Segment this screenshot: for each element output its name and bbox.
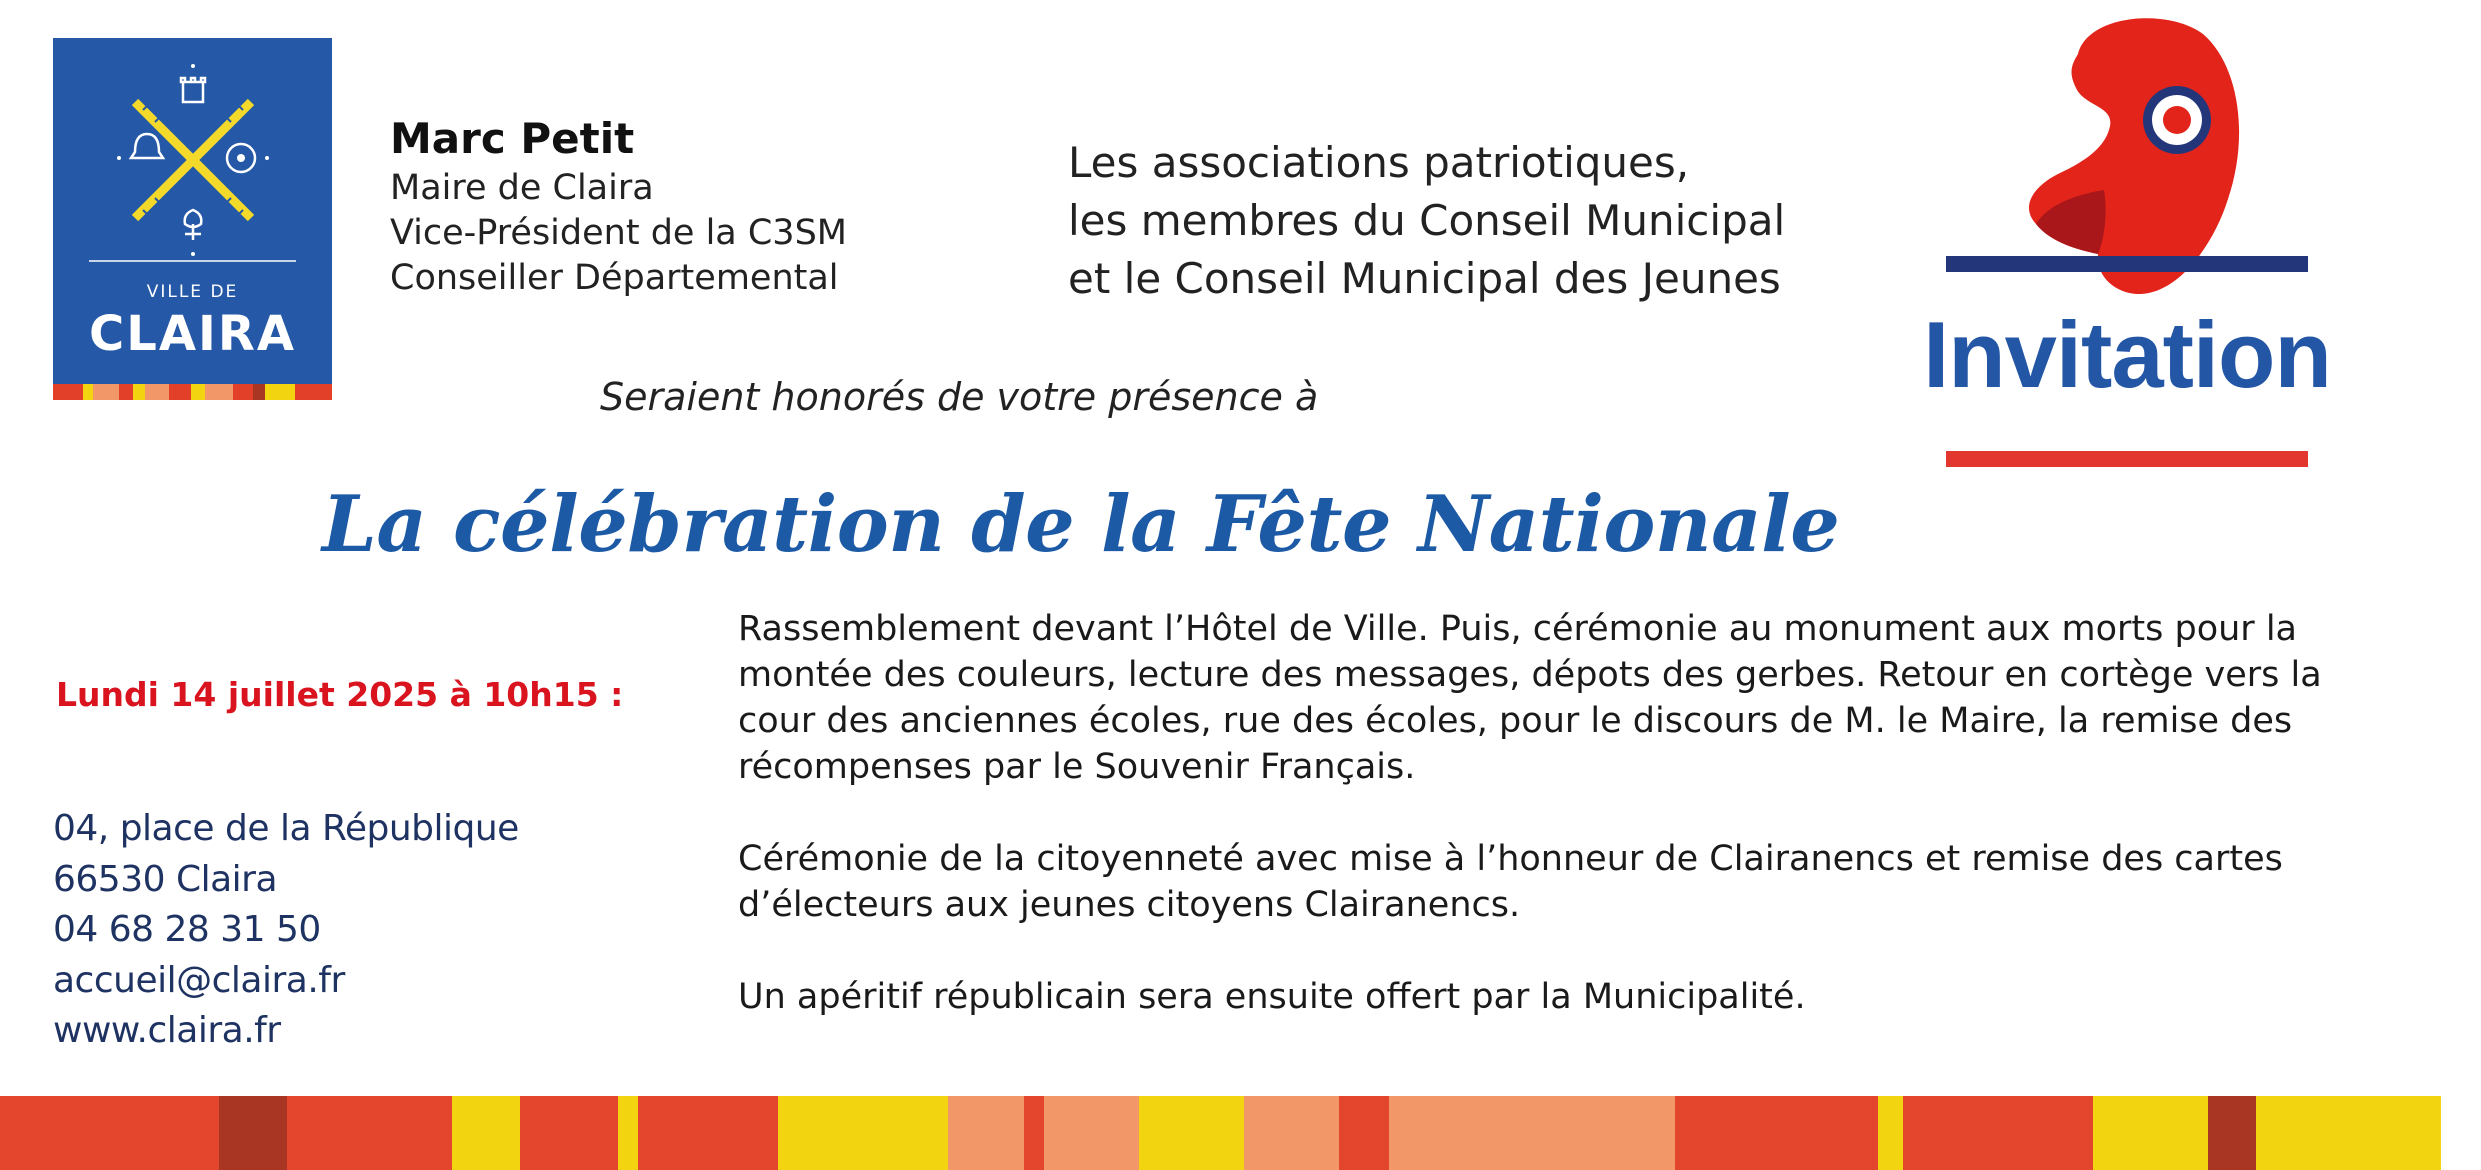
program-text — [738, 606, 2388, 1020]
associations-line-1: Les associations patriotiques, — [1068, 138, 1690, 187]
mayor-block — [390, 112, 847, 301]
invitation-top-bar — [1946, 256, 2308, 272]
logo-ville-de: VILLE DE — [146, 282, 239, 302]
bottom-color-stripe — [0, 1096, 2481, 1170]
claira-logo — [53, 38, 332, 400]
contact-block — [53, 804, 519, 1057]
associations-block — [1068, 134, 1785, 308]
mayor-title-1: Maire de Claira — [390, 168, 654, 208]
invitation-bottom-bar — [1946, 451, 2308, 467]
invitation-label: Invitation — [1923, 302, 2331, 407]
mayor-title-3: Conseiller Départemental — [390, 258, 839, 298]
program-paragraph-3: Un apéritif républicain sera ensuite offert par la Municipalité. — [738, 977, 1806, 1017]
logo-claira: CLAIRA — [89, 306, 296, 362]
associations-line-3: et le Conseil Municipal des Jeunes — [1068, 254, 1781, 303]
logo-color-stripe — [53, 384, 332, 400]
program-paragraph-2: Cérémonie de la citoyenneté avec mise à l’honneur de Clairanencs et remise des cartes d’électeurs aux jeunes citoyens Clairanencs. — [738, 839, 2283, 925]
event-title: La célébration de la Fête Nationale — [322, 479, 1840, 570]
contact-phone[interactable]: 04 68 28 31 50 — [53, 909, 321, 950]
program-paragraph-1: Rassemblement devant l’Hôtel de Ville. Puis, cérémonie au monument aux morts pour la montée des couleurs, lecture des messages, dépots des gerbes. Retour en cortège vers la cour des anciennes écoles, rue des écoles, pour le discours de M. le Maire, la remise des récompenses par le Souvenir Français. — [738, 609, 2322, 787]
logo-divider — [89, 260, 296, 262]
contact-address: 04, place de la République — [53, 808, 519, 849]
contact-email[interactable]: accueil@claira.fr — [53, 959, 345, 1001]
honored-text: Seraient honorés de votre présence à — [600, 375, 1319, 419]
mayor-name: Marc Petit — [390, 114, 635, 163]
contact-city: 66530 Claira — [53, 858, 278, 900]
contact-website[interactable]: www.claira.fr — [53, 1010, 281, 1051]
event-date: Lundi 14 juillet 2025 à 10h15 : — [56, 675, 624, 714]
windmill-emblem-icon — [113, 60, 273, 260]
associations-line-2: les membres du Conseil Municipal — [1068, 196, 1786, 245]
mayor-title-2: Vice-Président de la C3SM — [390, 213, 847, 253]
